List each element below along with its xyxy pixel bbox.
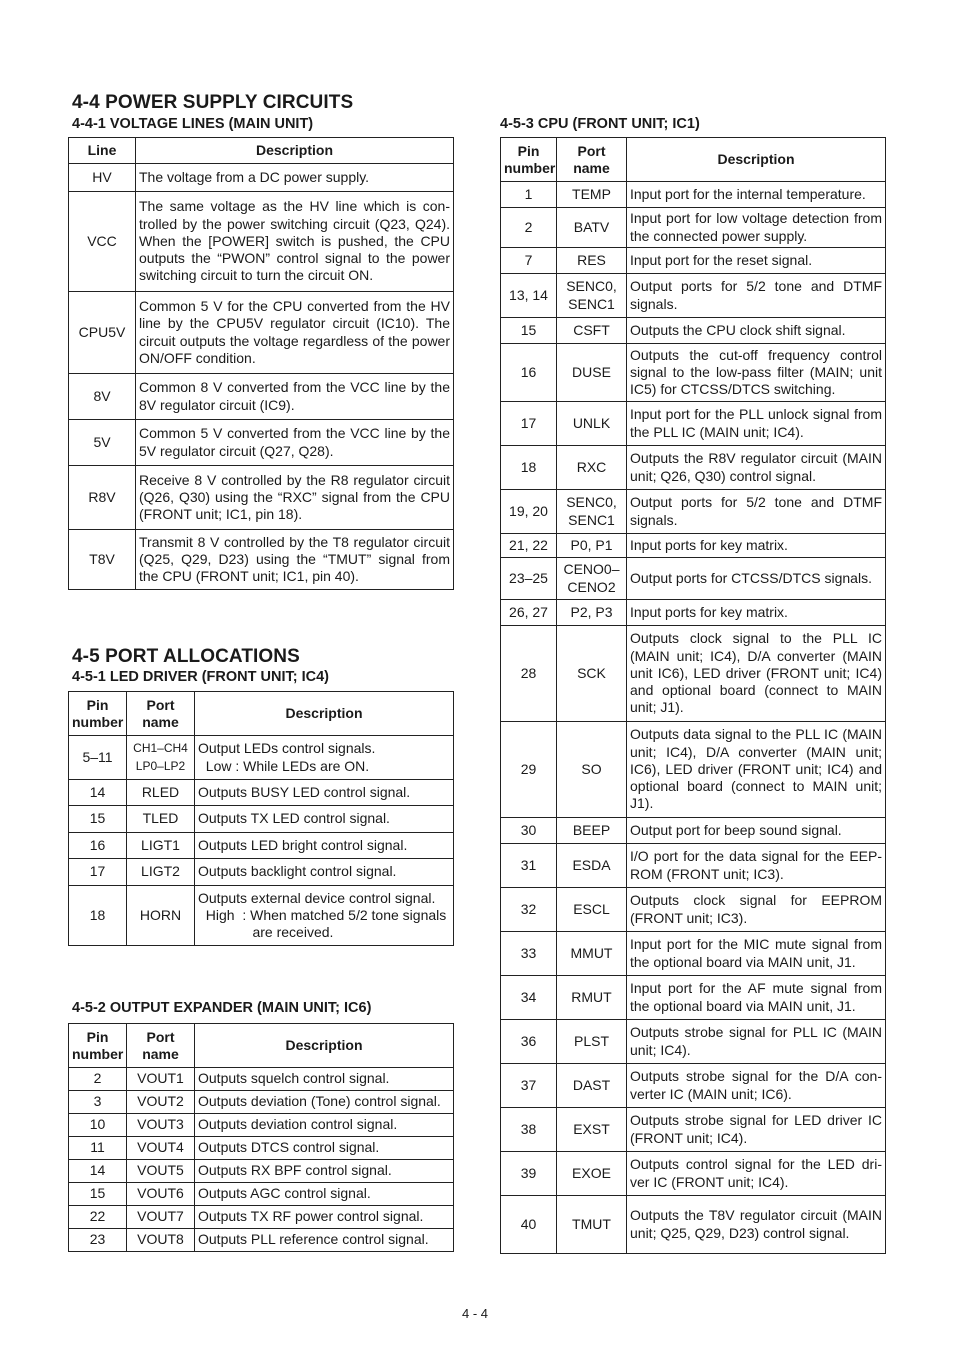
description-cell: Outputs TX LED control signal. — [195, 806, 454, 833]
table-row — [69, 1114, 454, 1137]
subsection-title-led-driver: 4-5-1 LED DRIVER (FRONT UNIT; IC4) — [72, 669, 329, 685]
port-cell: DAST — [557, 1064, 627, 1108]
description-cell: Outputs external device control signal. High : When matched 5/2 tone signals are received. — [195, 886, 454, 946]
table-row — [501, 626, 886, 722]
table-row — [501, 208, 886, 248]
pin-cell: 37 — [501, 1064, 557, 1108]
header-port-name: Port name — [557, 138, 627, 182]
pin-cell: 15 — [501, 318, 557, 344]
description-cell: Input port for the PLL unlock signal from the PLL IC (MAIN unit; IC4). — [627, 402, 886, 446]
table-row — [69, 420, 454, 466]
table-row — [501, 600, 886, 626]
description-cell: Outputs the T8V regulator circuit (MAIN unit; Q25, Q29, D23) control signal. — [627, 1196, 886, 1254]
pin-cell: 13, 14 — [501, 274, 557, 318]
port-cell: P0, P1 — [557, 534, 627, 558]
port-cell: ESDA — [557, 844, 627, 888]
description-cell: Outputs clock signal for EEPROM (FRONT unit; IC3). — [627, 888, 886, 932]
port-cell: TEMP — [557, 182, 627, 208]
table-row — [501, 182, 886, 208]
section-title-port-allocations: 4-5 PORT ALLOCATIONS — [72, 646, 300, 667]
pin-cell: 28 — [501, 626, 557, 722]
table-header-row — [501, 138, 886, 182]
pin-cell: 11 — [69, 1137, 127, 1160]
table-row — [69, 1137, 454, 1160]
port-cell: LIGT1 — [127, 833, 195, 859]
description-cell: Transmit 8 V controlled by the T8 regulator circuit (Q25, Q29, D23) using the “TMUT” signal from the CPU (FRONT unit; IC1, pin 40). — [136, 530, 454, 590]
table-row — [501, 976, 886, 1020]
table-row — [69, 1183, 454, 1206]
pin-cell: 14 — [69, 1160, 127, 1183]
port-cell: VOUT6 — [127, 1183, 195, 1206]
port-cell: BATV — [557, 208, 627, 248]
pin-cell: 31 — [501, 844, 557, 888]
table-row — [501, 1196, 886, 1254]
cpu-table — [500, 137, 886, 1254]
voltage-lines-table — [68, 137, 454, 590]
header-line: Line — [69, 138, 136, 164]
table-row — [69, 736, 454, 780]
port-cell: VOUT4 — [127, 1137, 195, 1160]
header-pin-number: Pin number — [69, 692, 127, 736]
pin-cell: 10 — [69, 1114, 127, 1137]
description-cell: Output ports for 5/2 tone and DTMF signals. — [627, 490, 886, 534]
description-cell: Outputs deviation (Tone) control signal. — [195, 1091, 454, 1114]
table-row — [501, 446, 886, 490]
pin-cell: 23–25 — [501, 558, 557, 600]
table-row — [69, 530, 454, 590]
pin-cell: 21, 22 — [501, 534, 557, 558]
description-cell: Common 5 V for the CPU converted from the HV line by the CPU5V regulator circuit (IC10). The circuit outputs the voltage regardless of the power ON/OFF condition. — [136, 292, 454, 374]
table-row — [501, 402, 886, 446]
description-cell: Outputs deviation control signal. — [195, 1114, 454, 1137]
header-description: Description — [136, 138, 454, 164]
port-cell: CSFT — [557, 318, 627, 344]
description-cell: Input ports for key matrix. — [627, 600, 886, 626]
pin-cell: 2 — [501, 208, 557, 248]
description-cell: Outputs AGC control signal. — [195, 1183, 454, 1206]
port-cell: RXC — [557, 446, 627, 490]
header-port-name: Port name — [127, 692, 195, 736]
description-cell: Outputs backlight control signal. — [195, 859, 454, 886]
description-cell: Outputs strobe signal for the D/A con-verter IC (MAIN unit; IC6). — [627, 1064, 886, 1108]
pin-cell: 29 — [501, 722, 557, 818]
port-cell: RES — [557, 248, 627, 274]
description-cell: Input port for low voltage detection from the connected power supply. — [627, 208, 886, 248]
port-cell: DUSE — [557, 344, 627, 402]
subsection-title-cpu: 4-5-3 CPU (FRONT UNIT; IC1) — [500, 116, 700, 132]
description-cell: Input ports for key matrix. — [627, 534, 886, 558]
port-cell: MMUT — [557, 932, 627, 976]
table-row — [501, 722, 886, 818]
port-cell: P2, P3 — [557, 600, 627, 626]
port-cell: BEEP — [557, 818, 627, 844]
table-row — [501, 818, 886, 844]
pin-cell: 15 — [69, 1183, 127, 1206]
description-cell: Input port for the internal temperature. — [627, 182, 886, 208]
description-cell: I/O port for the data signal for the EEP-ROM (FRONT unit; IC3). — [627, 844, 886, 888]
description-cell: Output ports for CTCSS/DTCS signals. — [627, 558, 886, 600]
table-header-row — [69, 1024, 454, 1068]
led-driver-table — [68, 691, 454, 946]
line-cell: 5V — [69, 420, 136, 466]
pin-cell: 16 — [69, 833, 127, 859]
table-header-row — [69, 692, 454, 736]
pin-cell: 17 — [501, 402, 557, 446]
table-row — [69, 833, 454, 859]
pin-cell: 17 — [69, 859, 127, 886]
table-row — [501, 534, 886, 558]
table-row — [501, 1152, 886, 1196]
pin-cell: 2 — [69, 1068, 127, 1091]
port-cell: VOUT3 — [127, 1114, 195, 1137]
table-row — [69, 374, 454, 420]
line-cell: CPU5V — [69, 292, 136, 374]
port-cell: VOUT8 — [127, 1229, 195, 1252]
port-cell: SENC0, SENC1 — [557, 274, 627, 318]
output-expander-table — [68, 1023, 454, 1252]
pin-cell: 26, 27 — [501, 600, 557, 626]
pin-cell: 23 — [69, 1229, 127, 1252]
pin-cell: 1 — [501, 182, 557, 208]
table-row — [69, 1068, 454, 1091]
description-cell: The same voltage as the HV line which is con-trolled by the power switching circuit (Q23, Q24). When the [POWER] switch is pushed, the CPU outputs the “PWON” control signal to the power switching circuit to turn the circuit ON. — [136, 192, 454, 292]
port-cell: UNLK — [557, 402, 627, 446]
table-row — [501, 274, 886, 318]
table-row — [69, 164, 454, 192]
table-row — [69, 806, 454, 833]
description-cell: Input port for the reset signal. — [627, 248, 886, 274]
table-row — [501, 1064, 886, 1108]
table-row — [69, 1229, 454, 1252]
table-row — [69, 859, 454, 886]
pin-cell: 30 — [501, 818, 557, 844]
port-cell: RMUT — [557, 976, 627, 1020]
table-row — [69, 466, 454, 530]
line-cell: T8V — [69, 530, 136, 590]
pin-cell: 14 — [69, 780, 127, 806]
table-row — [501, 558, 886, 600]
table-row — [501, 344, 886, 402]
line-cell: VCC — [69, 192, 136, 292]
port-cell: HORN — [127, 886, 195, 946]
table-row — [69, 292, 454, 374]
pin-cell: 15 — [69, 806, 127, 833]
header-description: Description — [627, 138, 886, 182]
table-row — [501, 1108, 886, 1152]
table-row — [501, 490, 886, 534]
header-pin-number: Pin number — [501, 138, 557, 182]
description-cell: Output ports for 5/2 tone and DTMF signals. — [627, 274, 886, 318]
table-header-row — [69, 138, 454, 164]
line-cell: 8V — [69, 374, 136, 420]
port-cell: VOUT2 — [127, 1091, 195, 1114]
description-cell: Outputs BUSY LED control signal. — [195, 780, 454, 806]
description-cell: Outputs the R8V regulator circuit (MAIN unit; Q26, Q30) control signal. — [627, 446, 886, 490]
pin-cell: 34 — [501, 976, 557, 1020]
description-cell: Outputs TX RF power control signal. — [195, 1206, 454, 1229]
description-cell: Input port for the MIC mute signal from the optional board via MAIN unit, J1. — [627, 932, 886, 976]
table-row — [501, 888, 886, 932]
description-cell: Receive 8 V controlled by the R8 regulator circuit (Q26, Q30) using the “RXC” signal from the CPU (FRONT unit; IC1, pin 18). — [136, 466, 454, 530]
table-row — [501, 844, 886, 888]
port-cell: CENO0– CENO2 — [557, 558, 627, 600]
description-cell: Common 8 V converted from the VCC line by the 8V regulator circuit (IC9). — [136, 374, 454, 420]
pin-cell: 22 — [69, 1206, 127, 1229]
pin-cell: 40 — [501, 1196, 557, 1254]
pin-cell: 3 — [69, 1091, 127, 1114]
pin-cell: 7 — [501, 248, 557, 274]
pin-cell: 18 — [501, 446, 557, 490]
port-cell: SENC0, SENC1 — [557, 490, 627, 534]
pin-cell: 5–11 — [69, 736, 127, 780]
description-cell: Outputs strobe signal for PLL IC (MAIN unit; IC4). — [627, 1020, 886, 1064]
table-row — [501, 1020, 886, 1064]
description-cell: Outputs clock signal to the PLL IC (MAIN unit; IC4), D/A converter (MAIN unit IC6), LED driver (FRONT unit; IC4) and optional board (connect to MAIN unit; J1). — [627, 626, 886, 722]
table-row — [69, 1091, 454, 1114]
line-cell: HV — [69, 164, 136, 192]
description-cell: Outputs PLL reference control signal. — [195, 1229, 454, 1252]
port-cell: EXST — [557, 1108, 627, 1152]
table-row — [501, 932, 886, 976]
pin-cell: 33 — [501, 932, 557, 976]
port-cell: TLED — [127, 806, 195, 833]
description-cell: The voltage from a DC power supply. — [136, 164, 454, 192]
pin-cell: 16 — [501, 344, 557, 402]
table-row — [69, 886, 454, 946]
pin-cell: 18 — [69, 886, 127, 946]
description-cell: Output LEDs control signals. Low : While LEDs are ON. — [195, 736, 454, 780]
description-cell: Common 5 V converted from the VCC line by the 5V regulator circuit (Q27, Q28). — [136, 420, 454, 466]
port-cell: TMUT — [557, 1196, 627, 1254]
pin-cell: 39 — [501, 1152, 557, 1196]
line-cell: R8V — [69, 466, 136, 530]
header-description: Description — [195, 1024, 454, 1068]
header-pin-number: Pin number — [69, 1024, 127, 1068]
subsection-title-output-expander: 4-5-2 OUTPUT EXPANDER (MAIN UNIT; IC6) — [72, 1000, 372, 1016]
header-description: Description — [195, 692, 454, 736]
pin-cell: 38 — [501, 1108, 557, 1152]
description-cell: Outputs control signal for the LED dri-ver IC (FRONT unit; IC4). — [627, 1152, 886, 1196]
table-row — [69, 1206, 454, 1229]
subsection-title-voltage-lines: 4-4-1 VOLTAGE LINES (MAIN UNIT) — [72, 116, 314, 132]
port-cell: RLED — [127, 780, 195, 806]
description-cell: Output port for beep sound signal. — [627, 818, 886, 844]
description-cell: Outputs DTCS control signal. — [195, 1137, 454, 1160]
port-cell: SO — [557, 722, 627, 818]
description-cell: Outputs data signal to the PLL IC (MAIN unit; IC4), D/A converter (MAIN unit; IC6), LED driver (FRONT unit; IC4) and optional board (connect to MAIN unit; J1). — [627, 722, 886, 818]
pin-cell: 19, 20 — [501, 490, 557, 534]
page-number: 4 - 4 — [462, 1306, 489, 1321]
pin-cell: 36 — [501, 1020, 557, 1064]
table-row — [501, 318, 886, 344]
port-cell: ESCL — [557, 888, 627, 932]
port-cell: LIGT2 — [127, 859, 195, 886]
port-cell: VOUT1 — [127, 1068, 195, 1091]
description-cell: Outputs the CPU clock shift signal. — [627, 318, 886, 344]
description-cell: Input port for the AF mute signal from the optional board via MAIN unit, J1. — [627, 976, 886, 1020]
section-title-power-supply: 4-4 POWER SUPPLY CIRCUITS — [72, 92, 354, 113]
table-row — [69, 1160, 454, 1183]
pin-cell: 32 — [501, 888, 557, 932]
table-row — [69, 192, 454, 292]
description-cell: Outputs squelch control signal. — [195, 1068, 454, 1091]
port-cell: EXOE — [557, 1152, 627, 1196]
description-cell: Outputs RX BPF control signal. — [195, 1160, 454, 1183]
header-port-name: Port name — [127, 1024, 195, 1068]
description-cell: Outputs strobe signal for LED driver IC (FRONT unit; IC4). — [627, 1108, 886, 1152]
port-cell: VOUT7 — [127, 1206, 195, 1229]
port-cell: SCK — [557, 626, 627, 722]
port-cell: VOUT5 — [127, 1160, 195, 1183]
table-row — [69, 780, 454, 806]
port-cell: PLST — [557, 1020, 627, 1064]
description-cell: Outputs LED bright control signal. — [195, 833, 454, 859]
description-cell: Outputs the cut-off frequency control signal to the low-pass filter (MAIN; unit IC5) for CTCSS/DTCS switching. — [627, 344, 886, 402]
table-row — [501, 248, 886, 274]
port-cell: CH1–CH4 LP0–LP2 — [127, 736, 195, 780]
